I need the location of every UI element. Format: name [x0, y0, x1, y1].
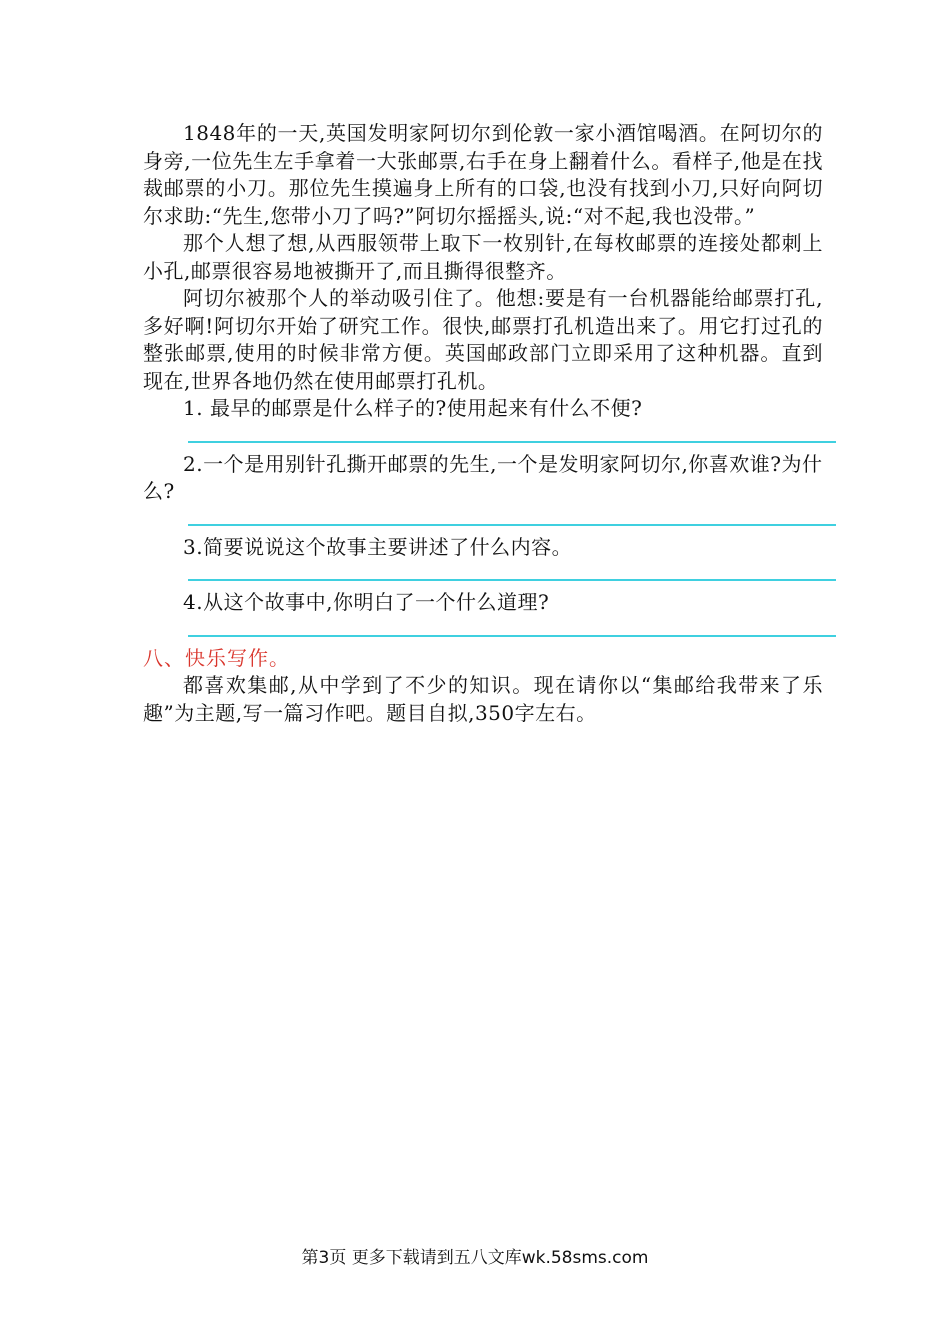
answer-line-2[interactable]: [188, 524, 836, 526]
question-2: 2.一个是用别针孔撕开邮票的先生,一个是发明家阿切尔,你喜欢谁?为什么?: [143, 451, 823, 503]
answer-line-4[interactable]: [188, 635, 836, 637]
passage-paragraph-3: 阿切尔被那个人的举动吸引住了。他想:要是有一台机器能给邮票打孔,多好啊!阿切尔开始了研究工作。很快,邮票打孔机造出来了。用它打过孔的整张邮票,使用的时候非常方便。英国邮政部门立即采用了这种机器。直到现在,世界各地仍然在使用邮票打孔机。: [143, 286, 823, 393]
passage-paragraph-1: 1848年的一天,英国发明家阿切尔到伦敦一家小酒馆喝酒。在阿切尔的身旁,一位先生左手拿着一大张邮票,右手在身上翻着什么。看样子,他是在找裁邮票的小刀。那位先生摸遍身上所有的口袋,也没有找到小刀,只好向阿切尔求助:“先生,您带小刀了吗?”阿切尔摇摇头,说:“对不起,我也没带。”: [143, 121, 823, 228]
section-heading-writing: 八、快乐写作。: [143, 645, 290, 670]
question-4: 4.从这个故事中,你明白了一个什么道理?: [183, 590, 550, 614]
question-3: 3.简要说说这个故事主要讲述了什么内容。: [183, 534, 573, 559]
writing-prompt: 都喜欢集邮,从中学到了不少的知识。现在请你以“集邮给我带来了乐趣”为主题,写一篇习作吧。题目自拟,350字左右。: [143, 673, 823, 725]
question-list: [143, 395, 823, 637]
page-footer: 第3页 更多下载请到五八文库wk.58sms.com: [301, 1248, 649, 1268]
reading-passage: [143, 120, 823, 395]
worksheet-content: [143, 120, 823, 727]
passage-paragraph-2: 那个人想了想,从西服领带上取下一枚别针,在每枚邮票的连接处都刺上小孔,邮票很容易地被撕开了,而且撕得很整齐。: [143, 231, 823, 283]
answer-line-1[interactable]: [188, 441, 836, 443]
question-1: 1. 最早的邮票是什么样子的?使用起来有什么不便?: [183, 396, 643, 420]
answer-line-3[interactable]: [188, 579, 836, 581]
